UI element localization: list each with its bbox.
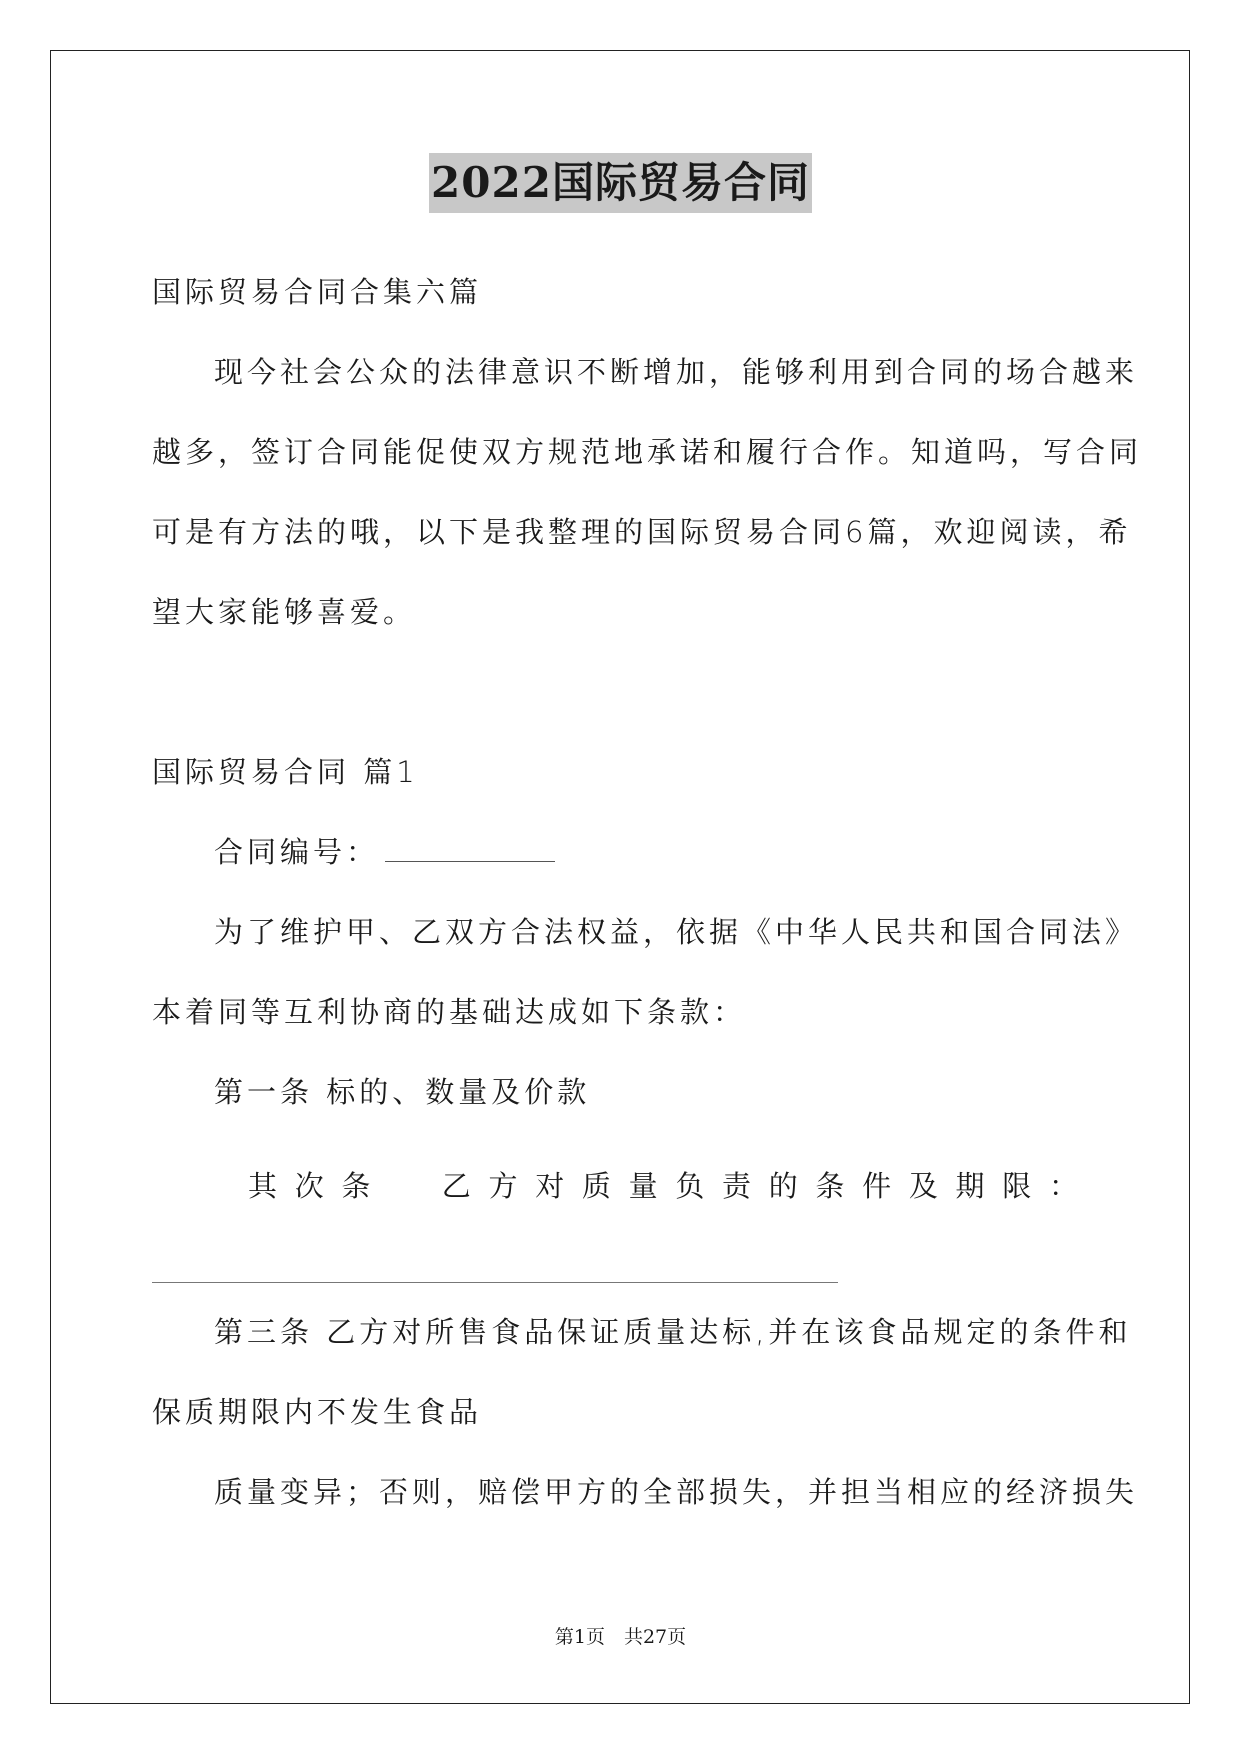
- article-2-char: 限: [1002, 1169, 1032, 1203]
- article-2-char: 其: [248, 1169, 278, 1203]
- article-1: 第一条 标的、数量及价款: [214, 1075, 591, 1109]
- article-2-char: 责: [722, 1169, 752, 1203]
- document-subtitle: 国际贸易合同合集六篇: [152, 275, 483, 309]
- article-2-char: 方: [488, 1169, 518, 1203]
- purpose-line-1: 为了维护甲、乙双方合法权益，依据《中华人民共和国合同法》: [214, 915, 1139, 949]
- article-2-blank-line: [152, 1282, 838, 1283]
- title-container: [0, 153, 1241, 213]
- article-2-char: 的: [768, 1169, 798, 1203]
- article-2-char: 量: [628, 1169, 658, 1203]
- article-2-char: 乙: [441, 1169, 471, 1203]
- intro-line-4: 望大家能够喜爱。: [152, 595, 417, 629]
- intro-line-1: 现今社会公众的法律意识不断增加，能够利用到合同的场合越来: [214, 355, 1139, 389]
- article-2-char: 质: [581, 1169, 611, 1203]
- article-3-continuation: 质量变异；否则，赔偿甲方的全部损失，并担当相应的经济损失: [214, 1475, 1139, 1509]
- article-2-char: 条: [341, 1169, 371, 1203]
- article-2-char: 件: [862, 1169, 892, 1203]
- intro-line-2: 越多，签订合同能促使双方规范地承诺和履行合作。知道吗，写合同: [152, 435, 1143, 469]
- article-2-char: 次: [294, 1169, 324, 1203]
- contract-number-label: 合同编号：: [214, 835, 380, 869]
- contract-number-row: [214, 832, 555, 872]
- contract-number-blank: [385, 841, 555, 862]
- document-title: 2022国际贸易合同: [429, 153, 812, 213]
- article-2-char: 条: [815, 1169, 845, 1203]
- intro-line-3: 可是有方法的哦，以下是我整理的国际贸易合同6篇，欢迎阅读，希: [152, 515, 1132, 549]
- section-heading: 国际贸易合同 篇1: [152, 755, 419, 789]
- article-2: [248, 1166, 1078, 1206]
- purpose-line-2: 本着同等互利协商的基础达成如下条款：: [152, 995, 747, 1029]
- article-3-line-1: 第三条 乙方对所售食品保证质量达标,并在该食品规定的条件和: [214, 1315, 1132, 1349]
- article-2-char: 及: [908, 1169, 938, 1203]
- page-footer: 第1页 共27页: [554, 1626, 687, 1648]
- article-2-char: 期: [955, 1169, 985, 1203]
- article-3-line-2: 保质期限内不发生食品: [152, 1395, 483, 1429]
- article-2-char: 对: [535, 1169, 565, 1203]
- article-2-char: 负: [675, 1169, 705, 1203]
- article-2-gap: [388, 1166, 424, 1206]
- article-2-char: ：: [1048, 1169, 1078, 1203]
